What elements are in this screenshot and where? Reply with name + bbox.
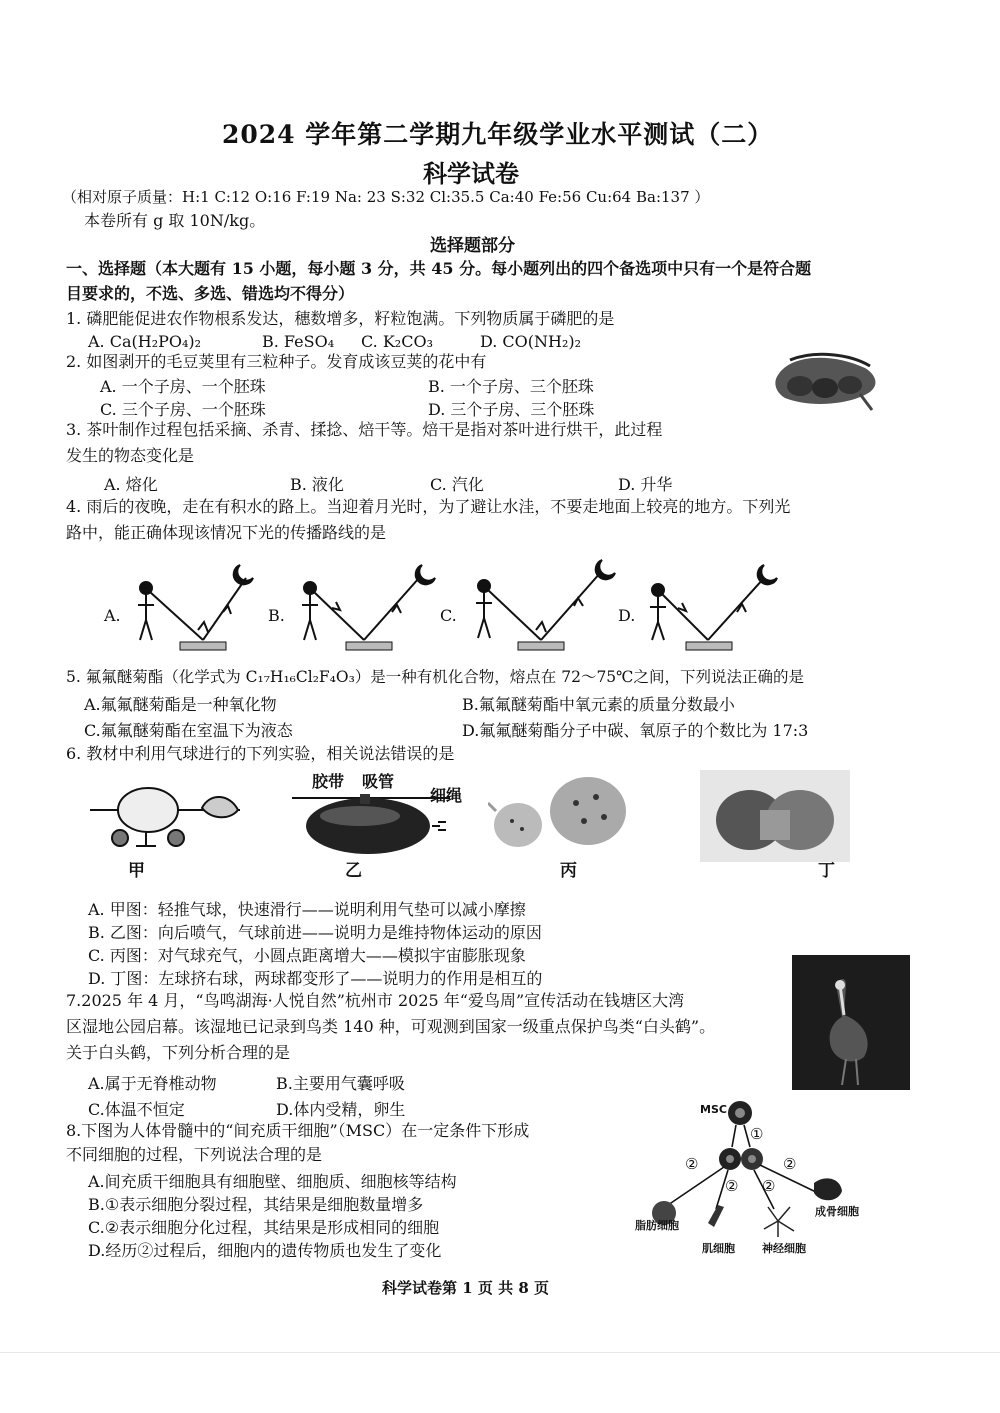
q5-stem: 5. 氟氟醚菊酯（化学式为 C₁₇H₁₆Cl₂F₄O₃）是一种有机化合物，熔点在 72～75℃之间，下列说法正确的是: [66, 668, 805, 686]
q8-stem-line2: 不同细胞的过程，下列说法合理的是: [66, 1145, 323, 1164]
q8-option-d: D.经历②过程后，细胞内的遗传物质也发生了变化: [88, 1241, 442, 1260]
q3-option-d: D. 升华: [618, 475, 673, 494]
msc-label: MSC: [700, 1103, 727, 1116]
q7-option-a: A.属于无脊椎动物: [88, 1074, 217, 1093]
q1-option-a: A. Ca(H₂PO₄)₂: [88, 332, 202, 351]
fat-cell-label: 脂肪细胞: [635, 1219, 679, 1232]
q6-option-d: D. 丁图：左球挤右球，两球都变形了——说明力的作用是相互的: [88, 969, 543, 988]
q1-option-c: C. K₂CO₃: [361, 332, 433, 351]
q3-stem-line2: 发生的物态变化是: [66, 446, 195, 465]
q4-label-c: C.: [440, 606, 457, 625]
exam-subtitle: 科学试卷: [423, 159, 519, 188]
hooded-crane-photo: [792, 955, 910, 1090]
q6-option-c: C. 丙图：对气球充气，小圆点距离增大——模拟宇宙膨胀现象: [88, 946, 526, 965]
page-footer: 科学试卷第 1 页 共 8 页: [382, 1279, 549, 1297]
q6-stem: 6. 教材中利用气球进行的下列实验，相关说法错误的是: [66, 744, 455, 763]
q7-stem-line3: 关于白头鹤，下列分析合理的是: [66, 1043, 291, 1062]
instructions-line1: 一、选择题（本大题有 15 小题，每小题 3 分，共 45 分。每小题列出的四个备选项中只有一个是符合题: [66, 259, 812, 278]
q3-option-b: B. 液化: [290, 475, 344, 494]
step2-label-left: ②: [685, 1155, 699, 1173]
q4-stem-line2: 路中，能正确体现该情况下光的传播路线的是: [66, 523, 387, 542]
q4-label-d: D.: [618, 606, 636, 625]
q1-stem: 1. 磷肥能促进农作物根系发达，穗数增多，籽粒饱满。下列物质属于磷肥的是: [66, 309, 615, 328]
q6-figure-jia: [90, 780, 250, 860]
q8-stem-line1: 8.下图为人体骨髓中的“间充质干细胞”（MSC）在一定条件下形成: [66, 1121, 530, 1140]
q2-option-b: B. 一个子房、三个胚珠: [428, 377, 594, 396]
q6-label-jia: 甲: [128, 861, 145, 881]
q5-option-c: C.氟氟醚菊酯在室温下为液态: [84, 721, 293, 740]
q6-option-a: A. 甲图：轻推气球，快速滑行——说明利用气垫可以减小摩擦: [88, 900, 526, 919]
q1-option-b: B. FeSO₄: [262, 332, 335, 351]
q6-label-bing: 丙: [560, 861, 577, 881]
q1-option-d: D. CO(NH₂)₂: [480, 332, 582, 351]
step2-label-far-right: ②: [783, 1155, 797, 1173]
q5-option-b: B.氟氟醚菊酯中氧元素的质量分数最小: [462, 695, 735, 714]
q5-option-d: D.氟氟醚菊酯分子中碳、氧原子的个数比为 17:3: [462, 721, 809, 740]
instructions-line2: 目要求的，不选、多选、错选均不得分）: [66, 284, 355, 303]
muscle-cell-label: 肌细胞: [702, 1242, 735, 1255]
q4-figure-d: [642, 560, 782, 660]
step2-label-mid: ②: [725, 1177, 739, 1195]
q3-stem-line1: 3. 茶叶制作过程包括采摘、杀青、揉捻、焙干等。焙干是指对茶叶进行烘干，此过程: [66, 420, 663, 439]
q6-label-straw: 吸管: [362, 772, 395, 791]
q7-option-b: B.主要用气囊呼吸: [276, 1074, 405, 1093]
q6-label-yi: 乙: [345, 861, 362, 881]
section-title: 选择题部分: [430, 236, 515, 256]
q4-label-b: B.: [268, 606, 285, 625]
q7-option-c: C.体温不恒定: [88, 1100, 185, 1119]
g-note: 本卷所有 g 取 10N/kg。: [84, 211, 266, 230]
q7-stem-line2: 区湿地公园启幕。该湿地已记录到鸟类 140 种，可观测到国家一级重点保护鸟类“白头鹤”。: [66, 1017, 716, 1036]
q6-figure-yi: [290, 790, 460, 860]
soybean-pod-image: [770, 350, 885, 415]
q2-stem: 2. 如图剥开的毛豆荚里有三粒种子。发育成该豆荚的花中有: [66, 352, 487, 371]
q4-stem-line1: 4. 雨后的夜晚，走在有积水的路上。当迎着月光时，为了避让水洼，不要走地面上较亮的地方。下列光: [66, 497, 791, 516]
q8-option-c: C.②表示细胞分化过程，其结果是形成相同的细胞: [88, 1218, 440, 1237]
q6-label-rope: 细绳: [430, 786, 463, 805]
q4-figure-a: [128, 560, 258, 660]
q4-label-a: A.: [104, 606, 121, 625]
step1-label: ①: [750, 1125, 764, 1143]
q6-figure-bing: [488, 775, 628, 860]
q6-option-b: B. 乙图：向后喷气，气球前进——说明力是维持物体运动的原因: [88, 923, 542, 942]
q6-figure-ding: [700, 770, 850, 862]
atomic-mass-note: （相对原子质量：H:1 C:12 O:16 F:19 Na: 23 S:32 Cl:35.5 Ca:40 Fe:56 Cu:64 Ba:137 ）: [62, 188, 710, 206]
q8-option-b: B.①表示细胞分裂过程，其结果是细胞数量增多: [88, 1195, 424, 1214]
q4-figure-b: [294, 560, 444, 660]
step2-label-right: ②: [762, 1177, 776, 1195]
q2-option-a: A. 一个子房、一个胚珠: [100, 377, 266, 396]
q6-label-tape: 胶带: [312, 772, 345, 791]
q2-option-c: C. 三个子房、一个胚珠: [100, 400, 266, 419]
q5-option-a: A.氟氟醚菊酯是一种氧化物: [84, 695, 277, 714]
q8-option-a: A.间充质干细胞具有细胞壁、细胞质、细胞核等结构: [88, 1172, 457, 1191]
q7-stem-line1: 7.2025 年 4 月，“鸟鸣湖海·人悦自然”杭州市 2025 年“爱鸟周”宣传活动在钱塘区大湾: [66, 991, 685, 1010]
q3-option-a: A. 熔化: [104, 475, 158, 494]
q4-figure-c: [466, 556, 626, 660]
q3-option-c: C. 汽化: [430, 475, 484, 494]
page-divider: [0, 1352, 1000, 1353]
nerve-cell-label: 神经细胞: [762, 1242, 806, 1255]
q6-label-ding: 丁: [818, 861, 835, 881]
exam-title: 2024 学年第二学期九年级学业水平测试（二）: [222, 120, 774, 149]
bone-cell-label: 成骨细胞: [815, 1205, 859, 1218]
q2-option-d: D. 三个子房、三个胚珠: [428, 400, 595, 419]
q7-option-d: D.体内受精，卵生: [276, 1100, 406, 1119]
